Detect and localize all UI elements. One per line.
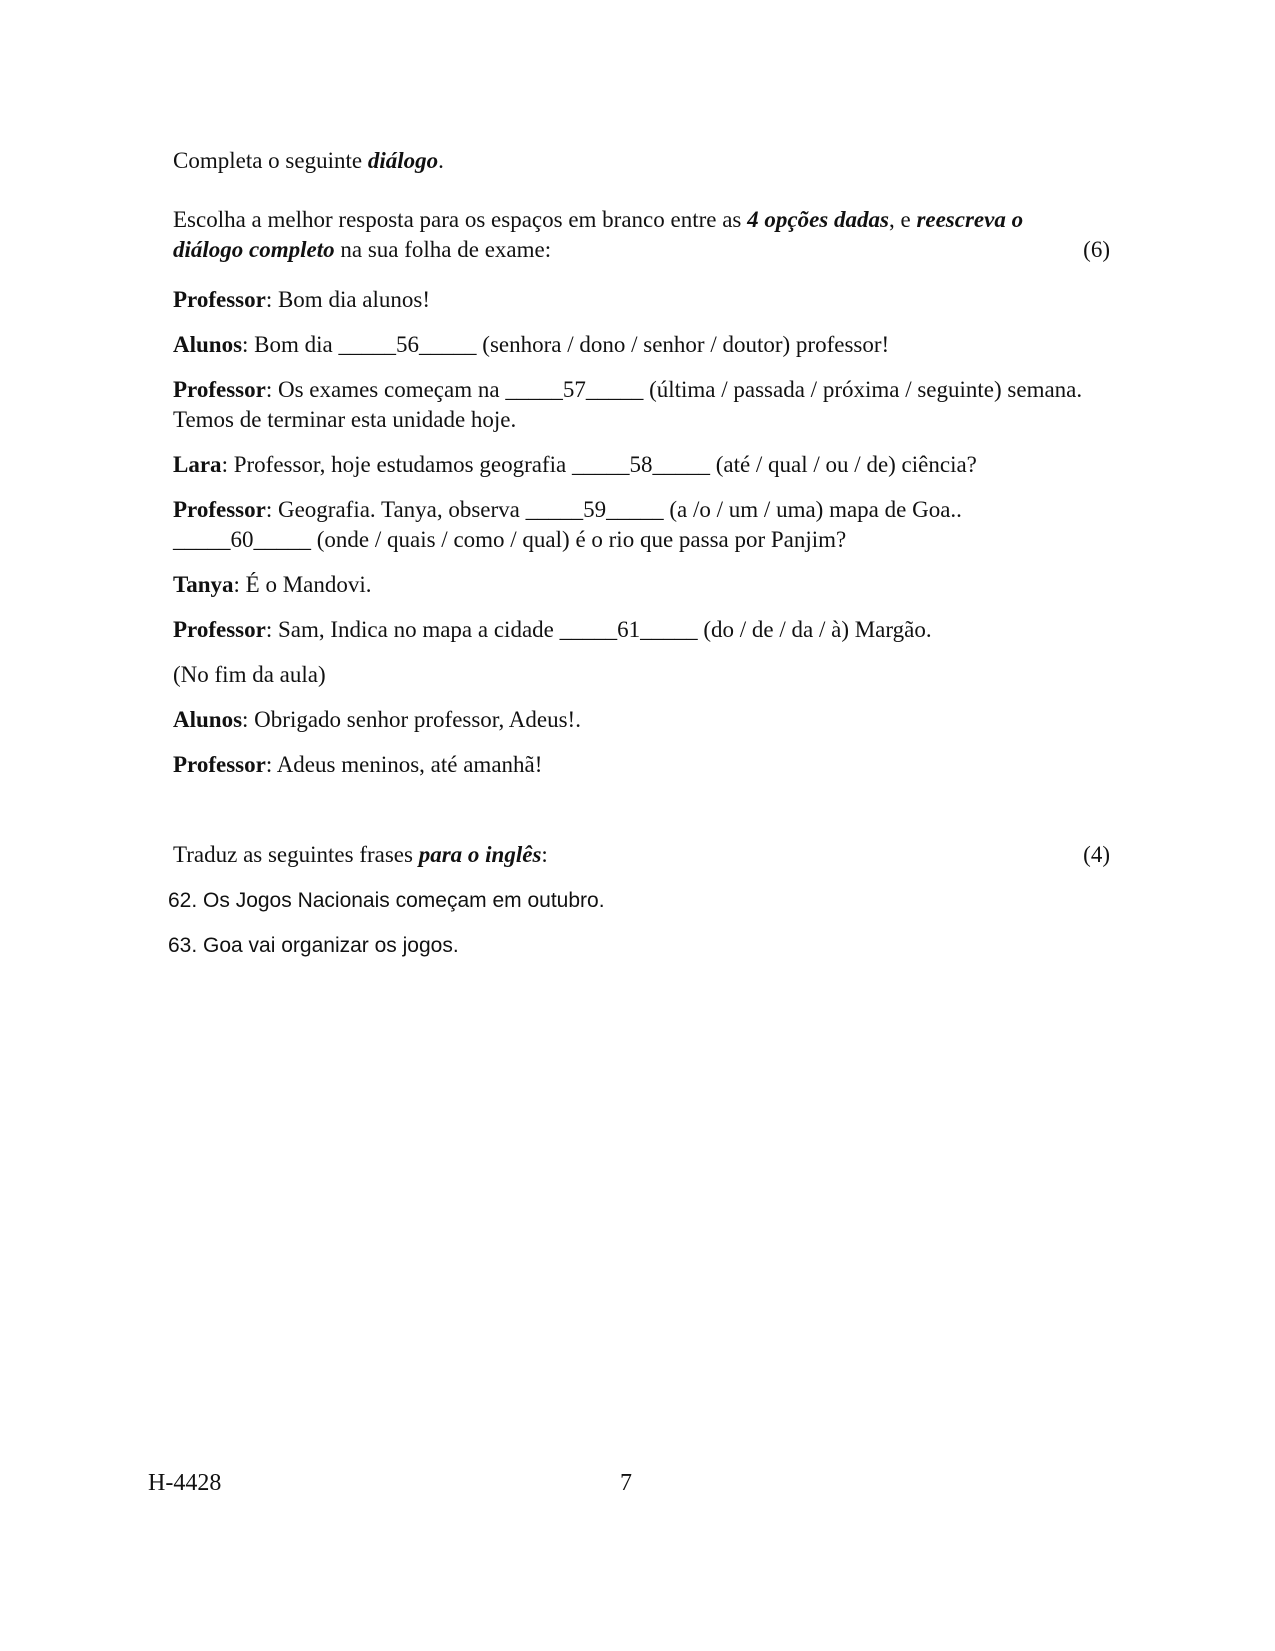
- speaker-name: Alunos: [173, 707, 243, 732]
- instruction-complete-dialogue: Completa o seguinte diálogo.: [173, 148, 444, 173]
- dialogue-line: Professor: Adeus meninos, até amanhã!: [173, 752, 543, 777]
- dialogue-line: Tanya: É o Mandovi.: [173, 572, 372, 597]
- dialogue-line: Professor: Bom dia alunos!: [173, 287, 431, 312]
- speaker-name: Professor: [173, 287, 266, 312]
- speaker-name: Professor: [173, 752, 266, 777]
- speaker-name: Alunos: [173, 332, 243, 357]
- marks-label: (6): [1083, 237, 1110, 262]
- exam-code: H-4428: [148, 1470, 222, 1496]
- blank-56: _____56_____: [338, 332, 477, 357]
- stage-direction: (No fim da aula): [173, 662, 326, 687]
- blank-60: _____60_____: [173, 527, 311, 552]
- dialogue-line: Alunos: Obrigado senhor professor, Adeus!.: [173, 707, 581, 732]
- page-number: 7: [620, 1470, 632, 1496]
- translation-item: 62. Os Jogos Nacionais começam em outubro.: [168, 889, 605, 912]
- speaker-name: Professor: [173, 497, 266, 522]
- instruction-choose-answer: Escolha a melhor resposta para os espaços em branco entre as 4 opções dadas, e reescreva o diálogo completo na sua folha de exame: (6): [173, 205, 1110, 265]
- marks-label: (4): [1083, 842, 1110, 867]
- translation-item: 63. Goa vai organizar os jogos.: [168, 934, 459, 957]
- dialogue-line: Professor: Geografia. Tanya, observa _____59_____ (a /o / um / uma) mapa de Goa.. _____60_____ (onde / quais / como / qual) é o rio que passa por Panjim?: [173, 497, 962, 552]
- blank-57: _____57_____: [505, 377, 644, 402]
- dialogue-line: Alunos: Bom dia _____56_____ (senhora / dono / senhor / doutor) professor!: [173, 332, 890, 357]
- dialogue-line: Professor: Sam, Indica no mapa a cidade _____61_____ (do / de / da / à) Margão.: [173, 617, 932, 642]
- speaker-name: Professor: [173, 377, 266, 402]
- speaker-name: Tanya: [173, 572, 234, 597]
- blank-58: _____58_____: [571, 452, 710, 477]
- speaker-name: Professor: [173, 617, 266, 642]
- dialogue-line: Lara: Professor, hoje estudamos geografia _____58_____ (até / qual / ou / de) ciência?: [173, 452, 977, 477]
- speaker-name: Lara: [173, 452, 222, 477]
- blank-61: _____61_____: [559, 617, 698, 642]
- dialogue-line: Professor: Os exames começam na _____57_____ (última / passada / próxima / seguinte) semana. Temos de terminar esta unidade hoje.: [173, 377, 1083, 432]
- blank-59: _____59_____: [525, 497, 664, 522]
- instruction-translate: Traduz as seguintes frases para o inglês: (4): [173, 840, 1110, 870]
